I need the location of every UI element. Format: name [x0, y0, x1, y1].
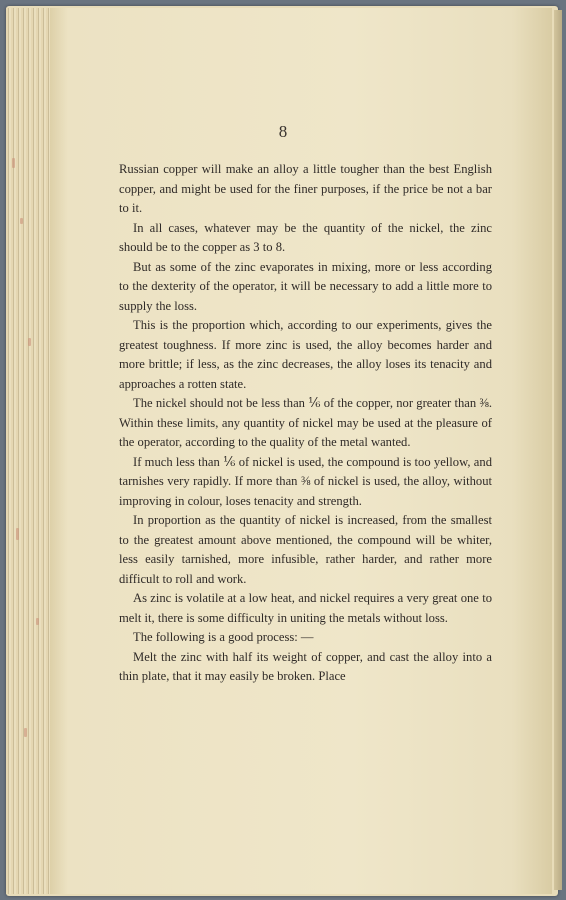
paragraph: In all cases, whatever may be the quantity of the nickel, the zinc should be to the copper as 3 to 8.	[119, 220, 492, 254]
paragraph: As zinc is volatile at a low heat, and nickel requires a very great one to melt it, there is some difficulty in uniting the metals without loss.	[119, 591, 492, 625]
paragraph: The nickel should not be less than ⅙ of the copper, nor greater than ⅜. Within these limits, any quantity of nickel may be used at the pleasure of the operator, according to the quality of the metal wanted.	[119, 396, 492, 449]
paragraph: This is the proportion which, according to our experiments, gives the greatest toughness. If more zinc is used, the alloy becomes harder and more brittle; if less, as the zinc decreases, the alloy loses its tenacity and approaches a rotten state.	[119, 318, 492, 391]
paragraph: But as some of the zinc evaporates in mixing, more or less according to the dexterity of the operator, it will be necessary to add a little more to supply the loss.	[119, 259, 492, 313]
page-number: 8	[278, 122, 288, 141]
paragraph: In proportion as the quantity of nickel is increased, from the smallest to the greatest amount above mentioned, the compound will be whiter, less easily tarnished, more infusible, rather harder, and rather more difficult to roll and work.	[119, 513, 492, 586]
paragraph: Melt the zinc with half its weight of copper, and cast the alloy into a thin plate, that it may easily be broken. Place	[119, 649, 492, 683]
paragraph: Russian copper will make an alloy a little tougher than the best English copper, and might be used for the finer purposes, if the price be not a bar to it.	[119, 162, 492, 215]
gutter-fold	[554, 10, 562, 890]
body-text	[119, 160, 492, 687]
paragraph: The following is a good process: —	[133, 630, 314, 644]
paragraph: If much less than ⅙ of nickel is used, the compound is too yellow, and tarnishes very rapidly. If more than ⅜ of nickel is used, the alloy, without improving in colour, loses tenacity and strength.	[119, 454, 492, 508]
